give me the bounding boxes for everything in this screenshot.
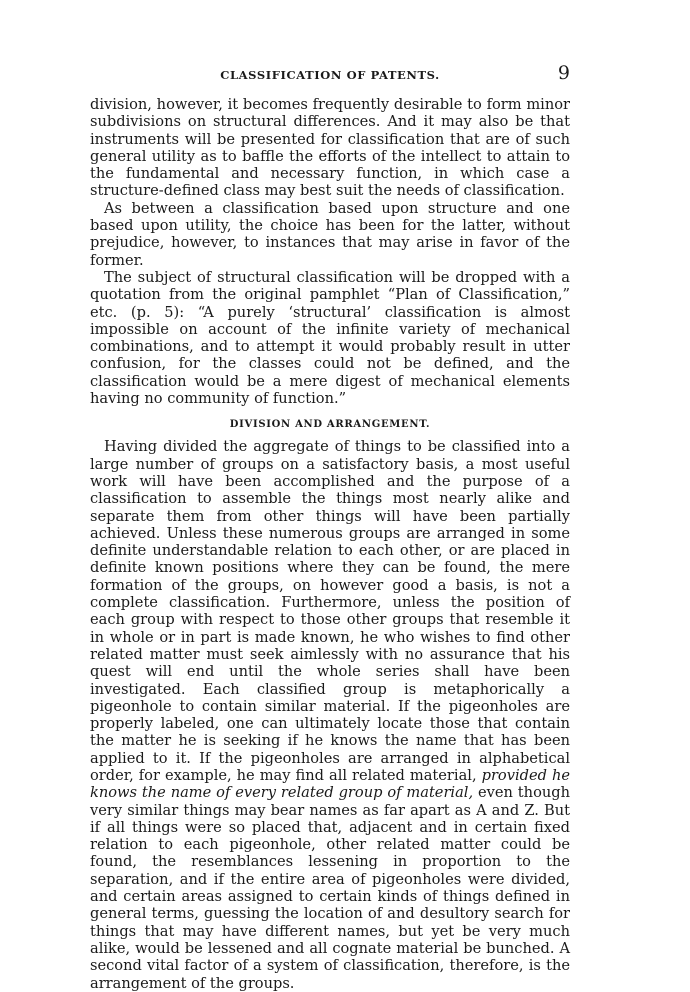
section-heading: DIVISION AND ARRANGEMENT. — [229, 419, 431, 431]
running-header — [90, 62, 570, 86]
page-number: 9 — [557, 62, 570, 84]
paragraph-division-arrangement — [90, 438, 570, 992]
paragraph-text-before: Having divided the aggregate of things to be classified into a large number of groups on a satisfactory basis, a most useful work will have been accomplished and the purpose of a classification to assemble the things most nearly alike and separate them from other things will have been partially achieved. Unless these numerous groups are arranged in some definite understandable relation to each other, or are placed in definite known positions where they can be found, the mere formation of the groups, on however good a basis, is not a complete classification. Furthermore, unless the position of each group with respect to those other groups that resemble it in whole or in part is made known, he who wishes to find other related matter must seek aimlessly with no assurance that his quest will end until the whole series shall have been investigated. Each classified group is metaphorically a pigeonhole to contain similar material. If the pigeonholes are properly labeled, one can ultimately locate those that contain the matter he is seeking if he knows the name that has been applied to it. If the pigeonholes are arranged in alphabetical order, for example, he may find all related material, — [90, 438, 570, 784]
paragraph-structure-vs-utility: As between a classification based upon structure and one based upon utility, the choice has been for the latter, without prejudice, however, to instances that may arise in favor of the former. — [90, 199, 570, 269]
paragraph-continued: division, however, it becomes frequently desirable to form minor subdivisions on structural differences. And it may also be that instruments will be presented for classification that are of such general utility as to baffle the efforts of the intellect to attain to the fundamental and necessary function, in which case a structure-defined class may best suit the needs of classification. — [90, 96, 570, 200]
page-body — [90, 96, 570, 992]
paragraph-text-after: even though very similar things may bear names as far apart as A and Z. But if all things were so placed that, adjacent and in certain fixed relation to each pigeonhole, other related matter could be found, the resemblances lessening in proportion to the separation, and if the entire area of pigeonholes were divided, and certain areas assigned to certain kinds of things defined in general terms, guessing the location of and desultory search for things that may have different names, but yet be very much alike, would be lessened and all cognate material be bunched. A second vital factor of a system of classification, therefore, is the arrangement of the groups. — [90, 784, 571, 992]
running-title: CLASSIFICATION OF PATENTS. — [220, 68, 440, 82]
paragraph-structural-quotation: The subject of structural classification will be dropped with a quotation from the original pamphlet “Plan of Classification,” etc. (p. 5): “A purely ‘structural’ classification is almost impossible on account of the infinite variety of mechanical combinations, and to attempt it would probably result in utter confusion, for the classes could not be defined, and the classification would be a mere digest of mechanical elements having no community of function.” — [90, 268, 570, 408]
italic-phrase: provided he knows the name of every related group of material, — [90, 766, 570, 802]
